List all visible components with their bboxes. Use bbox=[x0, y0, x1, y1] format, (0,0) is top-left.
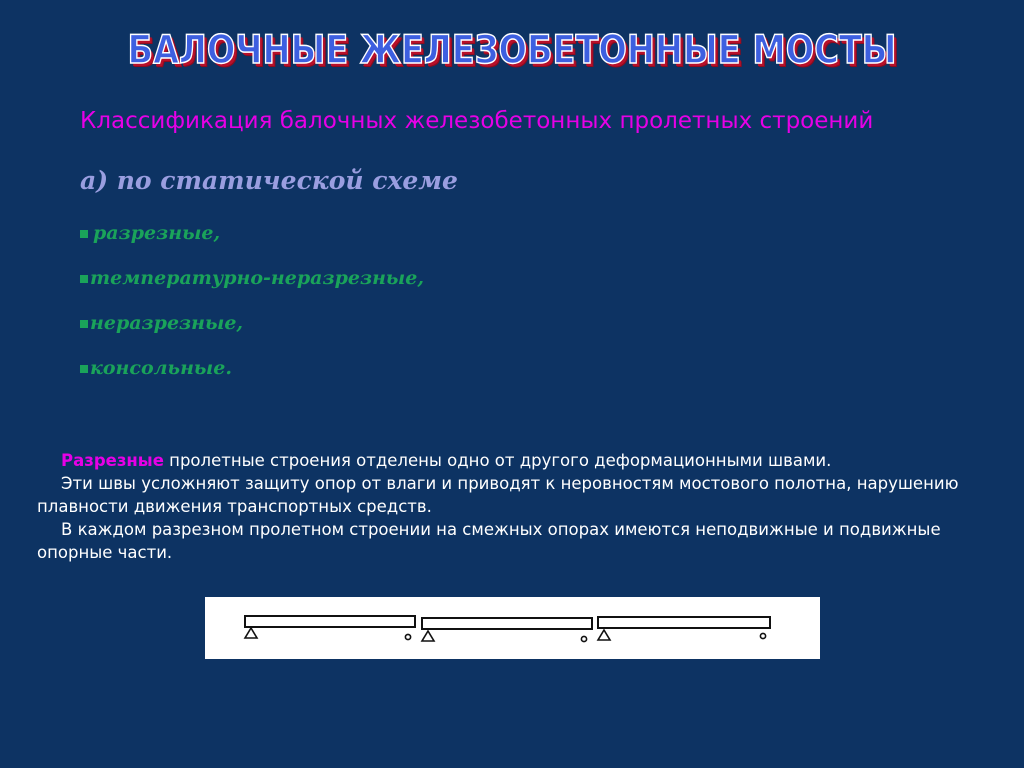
list-item bbox=[80, 357, 424, 402]
description-line bbox=[37, 449, 1007, 472]
slide-title: БАЛОЧНЫЕ ЖЕЛЕЗОБЕТОННЫЕ МОСТЫ bbox=[127, 28, 897, 73]
description-text bbox=[37, 449, 1007, 564]
roller-support-icon bbox=[405, 634, 410, 639]
beam-span bbox=[422, 618, 592, 629]
roller-support-icon bbox=[581, 636, 586, 641]
classification-subtitle: Классификация балочных железобетонных пролетных строений bbox=[80, 108, 874, 134]
highlighted-term: Разрезные bbox=[61, 451, 164, 470]
list-item bbox=[80, 312, 424, 357]
beam-span bbox=[598, 617, 770, 628]
list-item-label: температурно-неразрезные, bbox=[90, 267, 424, 289]
beam-scheme-drawing bbox=[205, 597, 820, 659]
simple-span-diagram bbox=[205, 597, 820, 659]
description-line-text: В каждом разрезном пролетном строении на смежных опорах имеются неподвижные и подвижные опорные части. bbox=[37, 520, 941, 562]
square-bullet-icon bbox=[80, 320, 88, 328]
description-line bbox=[37, 518, 1007, 564]
beam-span bbox=[245, 616, 415, 627]
scheme-type-list bbox=[80, 222, 424, 402]
roller-support-icon bbox=[760, 633, 765, 638]
list-item-label: консольные. bbox=[90, 357, 232, 379]
square-bullet-icon bbox=[80, 365, 88, 373]
list-item bbox=[80, 222, 424, 267]
description-line-rest: пролетные строения отделены одно от другого деформационными швами. bbox=[163, 451, 832, 470]
list-item bbox=[80, 267, 424, 312]
description-line bbox=[37, 472, 1007, 518]
description-line-text: Эти швы усложняют защиту опор от влаги и приводят к неровностям мостового полотна, нарушению плавности движения транспортных средств. bbox=[37, 474, 959, 516]
fixed-support-icon bbox=[245, 628, 257, 638]
fixed-support-icon bbox=[422, 631, 434, 641]
square-bullet-icon bbox=[80, 230, 88, 238]
list-item-label: разрезные, bbox=[93, 222, 221, 244]
square-bullet-icon bbox=[80, 275, 88, 283]
list-item-label: неразрезные, bbox=[90, 312, 244, 334]
fixed-support-icon bbox=[598, 630, 610, 640]
static-scheme-heading: а) по статической схеме bbox=[80, 166, 458, 195]
